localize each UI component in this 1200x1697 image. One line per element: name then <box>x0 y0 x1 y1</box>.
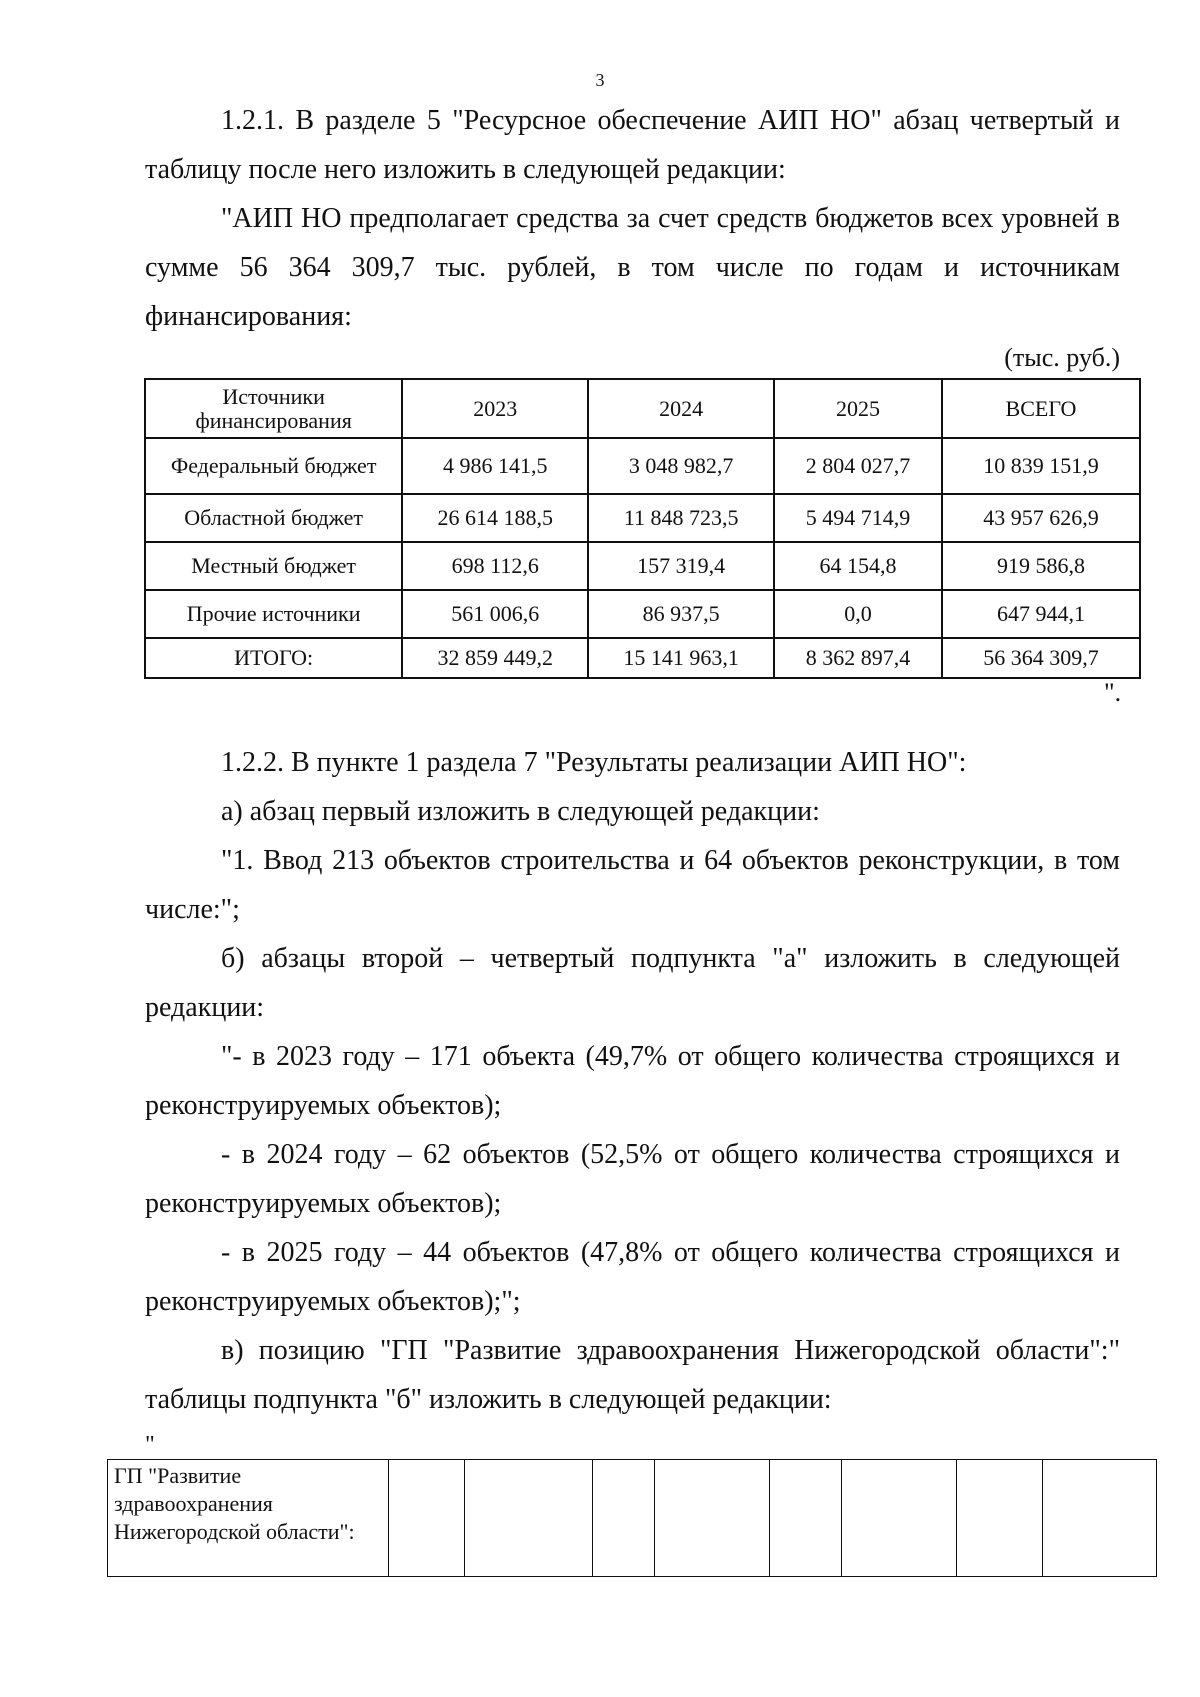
table-cell: 64 154,8 <box>774 542 942 590</box>
table-cell: 2 804 027,7 <box>774 438 942 494</box>
paragraph-item-b: б) абзацы второй – четвертый подпункта "а" изложить в следующей редакции: <box>145 943 1120 1023</box>
table-cell: 5 494 714,9 <box>774 494 942 542</box>
table-header-row <box>145 379 1140 438</box>
paragraph-item-a-text: "1. Ввод 213 объектов строительства и 64 объектов реконструкции, в том числе:"; <box>145 845 1120 925</box>
table-row <box>108 1460 1157 1577</box>
paragraph-year-2023: "- в 2023 году – 171 объекта (49,7% от общего количества строящихся и реконструируемых объектов); <box>145 1041 1120 1121</box>
table-cell: 157 319,4 <box>588 542 774 590</box>
empty-cell <box>465 1460 593 1577</box>
row-label: Федеральный бюджет <box>145 438 402 494</box>
table-cell: 4 986 141,5 <box>402 438 588 494</box>
table-row <box>145 494 1140 542</box>
empty-cell <box>655 1460 770 1577</box>
header-2024: 2024 <box>588 379 774 438</box>
empty-cell <box>1043 1460 1157 1577</box>
header-2025: 2025 <box>774 379 942 438</box>
table-cell: 647 944,1 <box>942 590 1140 638</box>
table-cell: 561 006,6 <box>402 590 588 638</box>
table-cell: 10 839 151,9 <box>942 438 1140 494</box>
table-row <box>145 542 1140 590</box>
table-cell: 0,0 <box>774 590 942 638</box>
empty-cell <box>770 1460 842 1577</box>
page-number: 3 <box>595 70 605 90</box>
paragraph-1-2-2: 1.2.2. В пункте 1 раздела 7 "Результаты реализации АИП НО": <box>221 747 967 778</box>
table-cell: 26 614 188,5 <box>402 494 588 542</box>
table-cell: 698 112,6 <box>402 542 588 590</box>
paragraph-item-v: в) позицию "ГП "Развитие здравоохранения Нижегородской области":" таблицы подпункта "б" изложить в следующей редакции: <box>145 1335 1120 1415</box>
row-label: Областной бюджет <box>145 494 402 542</box>
empty-cell <box>842 1460 957 1577</box>
table-cell: 11 848 723,5 <box>588 494 774 542</box>
paragraph-year-2024: - в 2024 году – 62 объектов (52,5% от общего количества строящихся и реконструируемых объектов); <box>145 1139 1120 1219</box>
table-cell: 86 937,5 <box>588 590 774 638</box>
table-row <box>145 438 1140 494</box>
header-sources: Источники финансирования <box>145 379 402 438</box>
row-label: Прочие источники <box>145 590 402 638</box>
closing-quote-mark: ". <box>1104 678 1122 707</box>
gp-table <box>107 1459 1157 1577</box>
gp-label: ГП "Развитие здравоохранения Нижегородской области": <box>108 1460 389 1577</box>
header-2023: 2023 <box>402 379 588 438</box>
paragraph-year-2025: - в 2025 году – 44 объектов (47,8% от общего количества строящихся и реконструируемых объектов);"; <box>145 1237 1120 1317</box>
table-row <box>145 590 1140 638</box>
paragraph-funding-intro: "АИП НО предполагает средства за счет средств бюджетов всех уровней в сумме 56 364 309,7 тыс. рублей, в том числе по годам и источникам финансирования: <box>145 203 1120 332</box>
table-cell: 3 048 982,7 <box>588 438 774 494</box>
table-cell: 15 141 963,1 <box>588 638 774 678</box>
table-cell: 8 362 897,4 <box>774 638 942 678</box>
table-cell: 56 364 309,7 <box>942 638 1140 678</box>
row-label: ИТОГО: <box>145 638 402 678</box>
row-label: Местный бюджет <box>145 542 402 590</box>
opening-quote-mark: " <box>145 1432 155 1458</box>
table-cell: 43 957 626,9 <box>942 494 1140 542</box>
empty-cell <box>389 1460 465 1577</box>
header-total: ВСЕГО <box>942 379 1140 438</box>
finance-table <box>144 378 1141 679</box>
paragraph-item-a: а) абзац первый изложить в следующей редакции: <box>221 796 820 827</box>
empty-cell <box>957 1460 1043 1577</box>
table-total-row <box>145 638 1140 678</box>
table-cell: 919 586,8 <box>942 542 1140 590</box>
empty-cell <box>593 1460 655 1577</box>
paragraph-1-2-1: 1.2.1. В разделе 5 "Ресурсное обеспечение АИП НО" абзац четвертый и таблицу после него изложить в следующей редакции: <box>145 105 1120 185</box>
table-cell: 32 859 449,2 <box>402 638 588 678</box>
table-unit-label: (тыс. руб.) <box>1004 343 1120 372</box>
